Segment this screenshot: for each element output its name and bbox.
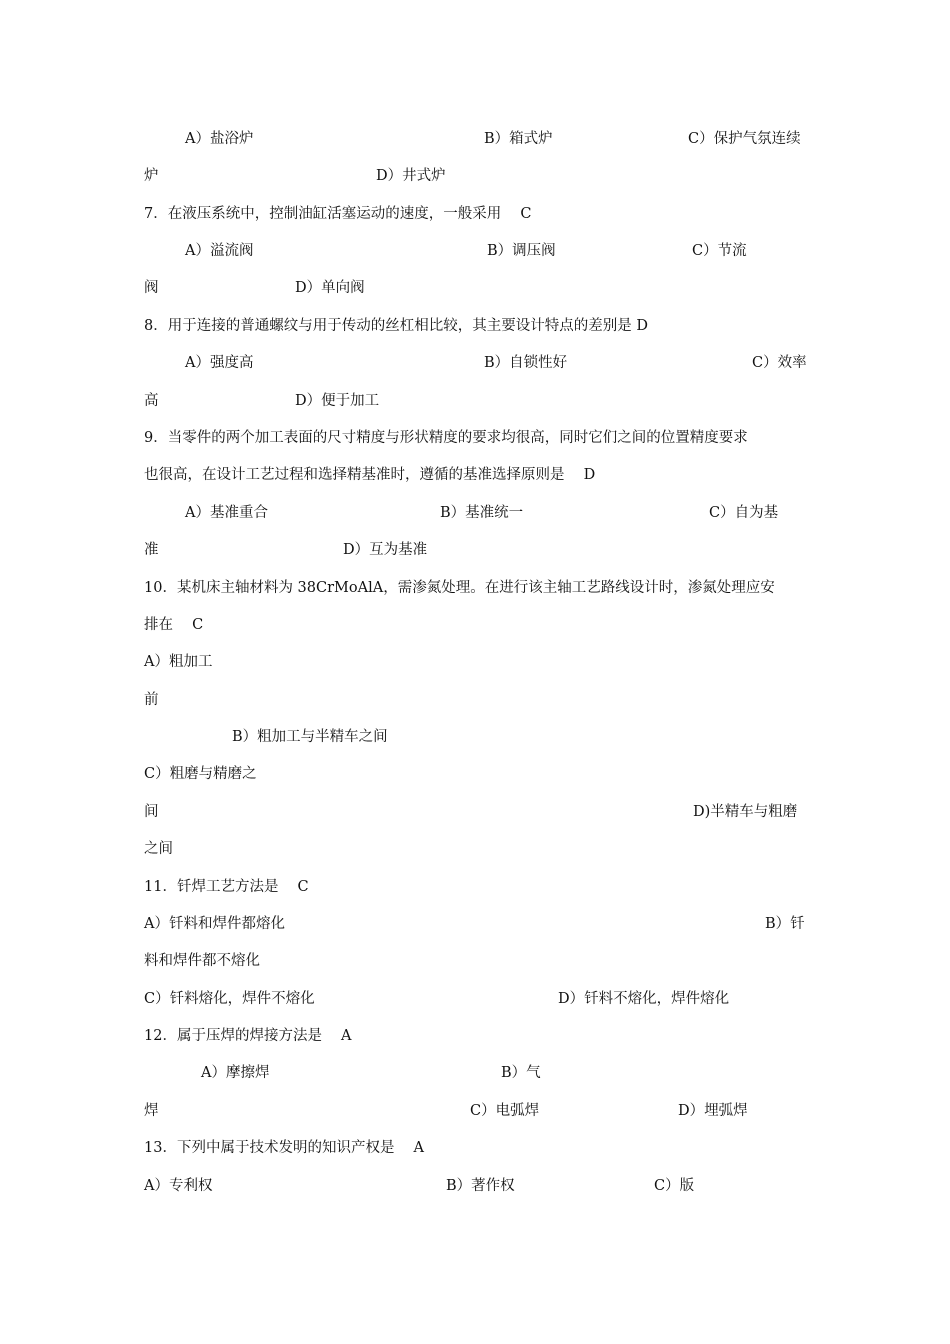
option-c: C）钎料熔化，焊件不熔化 bbox=[144, 991, 315, 1007]
option-b-continuation: 焊 bbox=[144, 1103, 159, 1119]
option-a: A）粗加工 bbox=[144, 654, 213, 670]
question-9-line-2: 也很高，在设计工艺过程和选择精基准时，遵循的基准选择原则是 D bbox=[144, 467, 596, 483]
option-b-continuation: 料和焊件都不熔化 bbox=[144, 953, 260, 969]
question-13: 13．下列中属于技术发明的知识产权是 A bbox=[144, 1140, 425, 1156]
question-12: 12．属于压焊的焊接方法是 A bbox=[144, 1028, 352, 1044]
option-a-continuation: 前 bbox=[144, 692, 159, 708]
option-c: C）版 bbox=[654, 1178, 695, 1194]
option-b: B）气 bbox=[501, 1065, 541, 1081]
option-c-continuation: 阀 bbox=[144, 280, 159, 296]
option-c-continuation: 准 bbox=[144, 542, 159, 558]
option-d: D）单向阀 bbox=[295, 280, 365, 296]
option-d: D）便于加工 bbox=[295, 393, 380, 409]
option-d: D)半精车与粗磨 bbox=[693, 804, 798, 820]
option-a: A）溢流阀 bbox=[185, 243, 254, 259]
option-b: B）著作权 bbox=[446, 1178, 515, 1194]
option-c: C）保护气氛连续 bbox=[688, 131, 801, 147]
option-d-continuation: 之间 bbox=[144, 841, 173, 857]
question-9-line-1: 9．当零件的两个加工表面的尺寸精度与形状精度的要求均很高，同时它们之间的位置精度要求 bbox=[144, 430, 748, 446]
option-b: B）调压阀 bbox=[487, 243, 556, 259]
question-10-line-2: 排在 C bbox=[144, 617, 204, 633]
option-c: C）电弧焊 bbox=[470, 1103, 540, 1119]
option-c: C）粗磨与精磨之 bbox=[144, 766, 257, 782]
option-a: A）专利权 bbox=[144, 1178, 213, 1194]
option-c-continuation: 间 bbox=[144, 804, 159, 820]
option-c: C）效率 bbox=[752, 355, 807, 371]
option-c: C）节流 bbox=[692, 243, 747, 259]
option-a: A）钎料和焊件都熔化 bbox=[144, 916, 285, 932]
option-a: A）摩擦焊 bbox=[201, 1065, 270, 1081]
option-a: A）基准重合 bbox=[185, 505, 268, 521]
question-10-line-1: 10．某机床主轴材料为 38CrMoAlA，需渗氮处理。在进行该主轴工艺路线设计时，渗氮处理应安 bbox=[144, 580, 775, 596]
option-c-continuation: 炉 bbox=[144, 168, 159, 184]
option-b: B）基准统一 bbox=[440, 505, 524, 521]
option-b: B）钎 bbox=[765, 916, 805, 932]
option-c: C）自为基 bbox=[709, 505, 779, 521]
option-a: A）盐浴炉 bbox=[185, 131, 254, 147]
option-a: A）强度高 bbox=[185, 355, 254, 371]
option-d: D）井式炉 bbox=[376, 168, 446, 184]
question-11: 11．钎焊工艺方法是 C bbox=[144, 879, 309, 895]
option-b: B）自锁性好 bbox=[484, 355, 568, 371]
option-c-continuation: 高 bbox=[144, 393, 159, 409]
option-b: B）粗加工与半精车之间 bbox=[232, 729, 388, 745]
option-d: D）埋弧焊 bbox=[678, 1103, 748, 1119]
option-d: D）互为基准 bbox=[343, 542, 428, 558]
option-d: D）钎料不熔化，焊件熔化 bbox=[558, 991, 730, 1007]
question-8: 8．用于连接的普通螺纹与用于传动的丝杠相比较，其主要设计特点的差别是 D bbox=[144, 318, 648, 334]
question-7: 7．在液压系统中，控制油缸活塞运动的速度，一般采用 C bbox=[144, 206, 532, 222]
option-b: B）箱式炉 bbox=[484, 131, 553, 147]
